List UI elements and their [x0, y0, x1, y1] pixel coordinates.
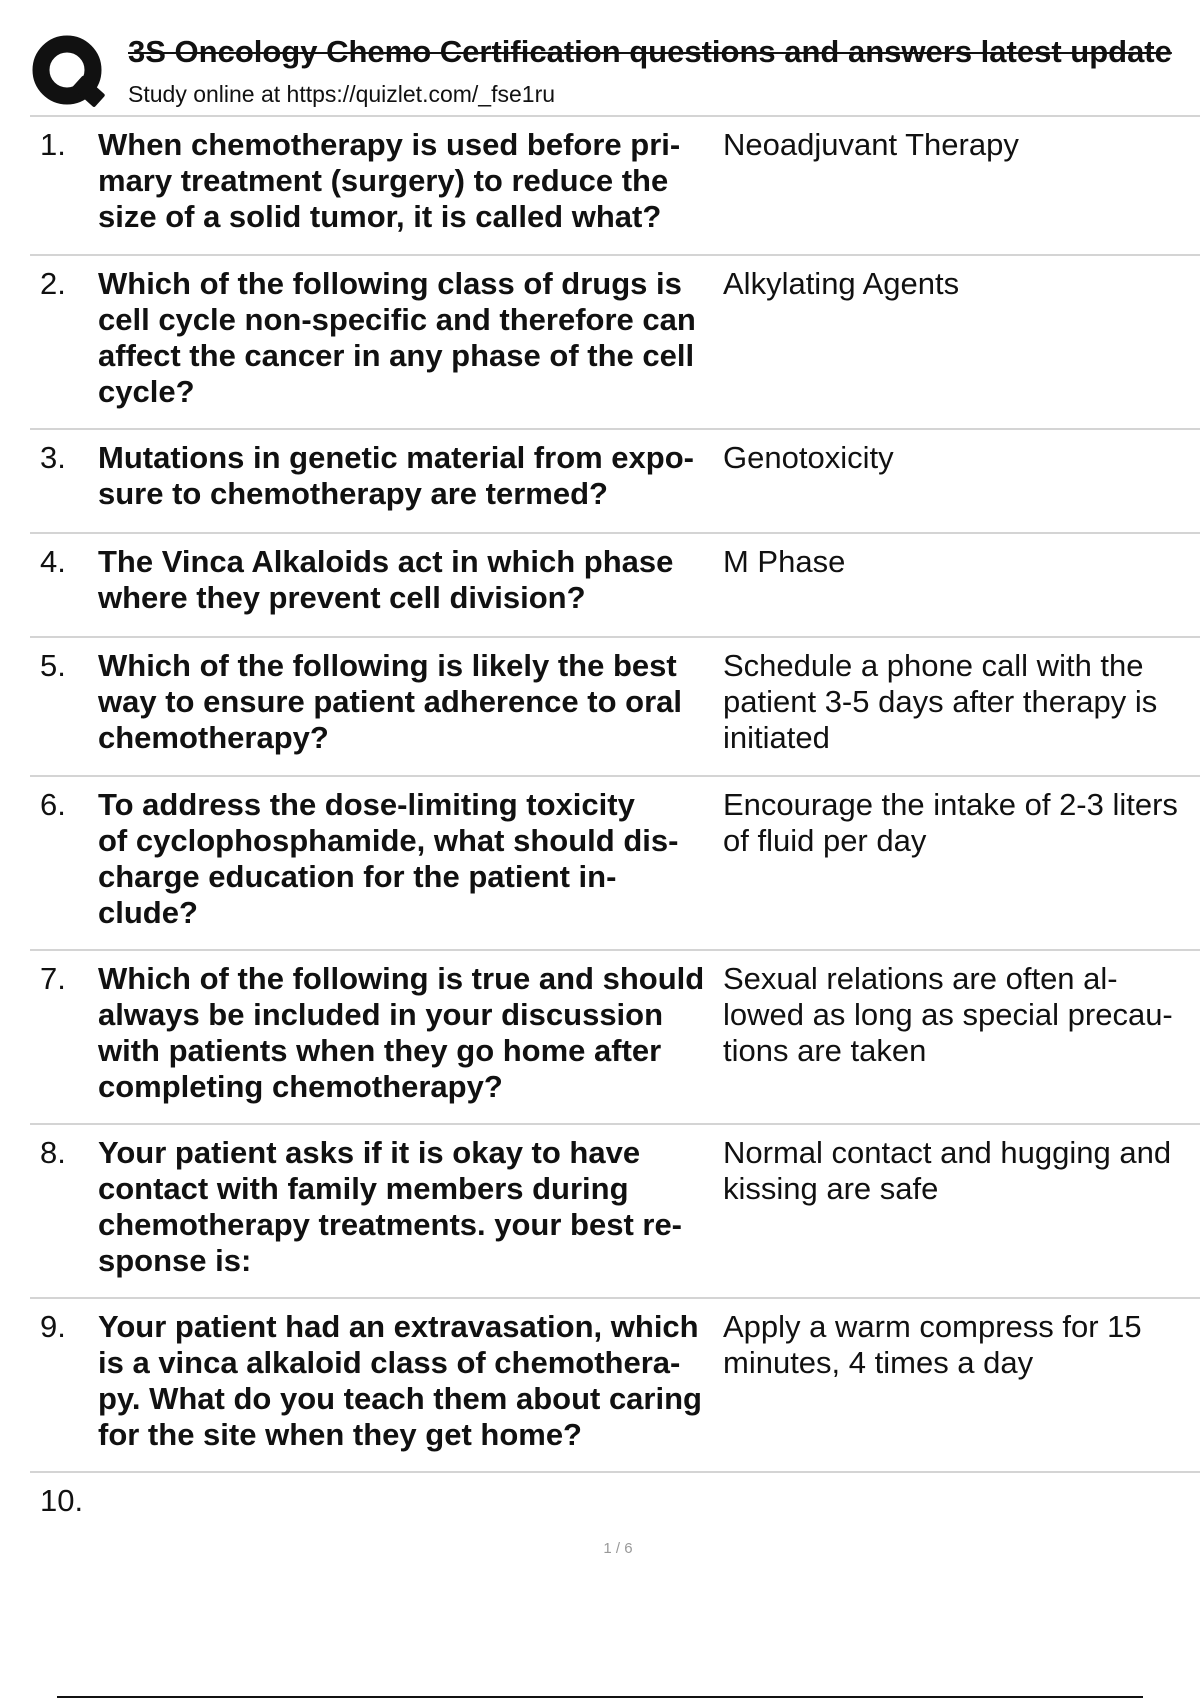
question-text	[98, 1309, 746, 1453]
qa-row	[30, 534, 1200, 638]
qa-row	[30, 1299, 1200, 1473]
question-line: cycle?	[98, 374, 195, 409]
question-line: Which of the following class of drugs is	[98, 266, 682, 301]
answer-text	[723, 1309, 1200, 1381]
question-line: Which of the following is likely the best	[98, 648, 677, 683]
answer-line: Apply a warm compress for 15	[723, 1309, 1142, 1344]
answer-line: Schedule a phone call with the	[723, 648, 1144, 683]
item-number: 7.	[40, 961, 66, 996]
question-line: To address the dose-limiting toxicity	[98, 787, 635, 822]
qa-row	[30, 117, 1200, 256]
question-line: completing chemotherapy?	[98, 1069, 503, 1104]
item-number: 5.	[40, 648, 66, 683]
item-number: 1.	[40, 127, 66, 162]
answer-line: Alkylating Agents	[723, 266, 960, 301]
page-indicator: 1 / 6	[603, 1540, 633, 1557]
question-text	[98, 440, 746, 512]
question-line: charge education for the patient in-	[98, 859, 617, 894]
answer-line: tions are taken	[723, 1033, 927, 1068]
item-number: 3.	[40, 440, 66, 475]
question-text	[98, 544, 746, 616]
question-line: clude?	[98, 895, 198, 930]
footer-divider	[57, 1696, 1143, 1698]
answer-text	[723, 266, 1200, 302]
answer-text	[723, 961, 1200, 1069]
question-line: The Vinca Alkaloids act in which phase	[98, 544, 674, 579]
question-line: Your patient had an extravasation, which	[98, 1309, 699, 1344]
question-text	[98, 961, 746, 1105]
answer-line: Neoadjuvant Therapy	[723, 127, 1019, 162]
question-line: py. What do you teach them about caring	[98, 1381, 702, 1416]
qa-row	[30, 256, 1200, 430]
answer-line: initiated	[723, 720, 830, 755]
question-line: affect the cancer in any phase of the cell	[98, 338, 695, 373]
answer-text	[723, 127, 1200, 163]
question-text	[98, 787, 746, 931]
answer-text	[723, 544, 1200, 580]
qa-row	[30, 1125, 1200, 1299]
item-number: 6.	[40, 787, 66, 822]
answer-line: kissing are safe	[723, 1171, 939, 1206]
answer-line: Genotoxicity	[723, 440, 894, 475]
question-line: Mutations in genetic material from expo-	[98, 440, 694, 475]
answer-text	[723, 1135, 1200, 1207]
question-line: Which of the following is true and should	[98, 961, 705, 996]
document-title: 3S Oncology Chemo Certification questions and answers latest update	[128, 34, 1172, 69]
question-line: contact with family members during	[98, 1171, 629, 1206]
question-line: sponse is:	[98, 1243, 252, 1278]
item-number: 8.	[40, 1135, 66, 1170]
question-text	[98, 266, 746, 410]
question-text	[98, 648, 746, 756]
answer-line: of fluid per day	[723, 823, 927, 858]
answer-line: Encourage the intake of 2-3 liters	[723, 787, 1178, 822]
answer-text	[723, 440, 1200, 476]
qa-row	[30, 777, 1200, 951]
question-line: is a vinca alkaloid class of chemothera-	[98, 1345, 681, 1380]
answer-line: minutes, 4 times a day	[723, 1345, 1034, 1380]
question-line: where they prevent cell division?	[98, 580, 586, 615]
item-number: 4.	[40, 544, 66, 579]
qa-row	[30, 638, 1200, 777]
question-line: Your patient asks if it is okay to have	[98, 1135, 641, 1170]
study-online-link[interactable]: Study online at https://quizlet.com/_fse1ru	[128, 81, 556, 107]
question-line: sure to chemotherapy are termed?	[98, 476, 608, 511]
item-number: 2.	[40, 266, 66, 301]
answer-line: M Phase	[723, 544, 846, 579]
question-line: of cyclophosphamide, what should dis-	[98, 823, 679, 858]
question-line: for the site when they get home?	[98, 1417, 582, 1452]
qa-row	[30, 430, 1200, 534]
question-line: chemotherapy?	[98, 720, 329, 755]
answer-line: patient 3-5 days after therapy is	[723, 684, 1158, 719]
question-line: chemotherapy treatments. your best re-	[98, 1207, 683, 1242]
question-text	[98, 127, 746, 235]
answer-line: Sexual relations are often al-	[723, 961, 1118, 996]
answer-line: lowed as long as special precau-	[723, 997, 1173, 1032]
answer-text	[723, 648, 1200, 756]
item-number: 9.	[40, 1309, 66, 1344]
question-line: always be included in your discussion	[98, 997, 664, 1032]
answer-line: Normal contact and hugging and	[723, 1135, 1172, 1170]
question-line: with patients when they go home after	[98, 1033, 662, 1068]
question-line: When chemotherapy is used before pri-	[98, 127, 681, 162]
question-text	[98, 1135, 746, 1279]
question-line: size of a solid tumor, it is called what?	[98, 199, 662, 234]
quizlet-q-logo-icon	[30, 33, 108, 111]
question-line: cell cycle non-specific and therefore can	[98, 302, 696, 337]
question-line: mary treatment (surgery) to reduce the	[98, 163, 669, 198]
item-number: 10.	[40, 1483, 84, 1518]
question-line: way to ensure patient adherence to oral	[98, 684, 682, 719]
question-answer-list	[30, 117, 1200, 1553]
qa-row	[30, 951, 1200, 1125]
answer-text	[723, 787, 1200, 859]
